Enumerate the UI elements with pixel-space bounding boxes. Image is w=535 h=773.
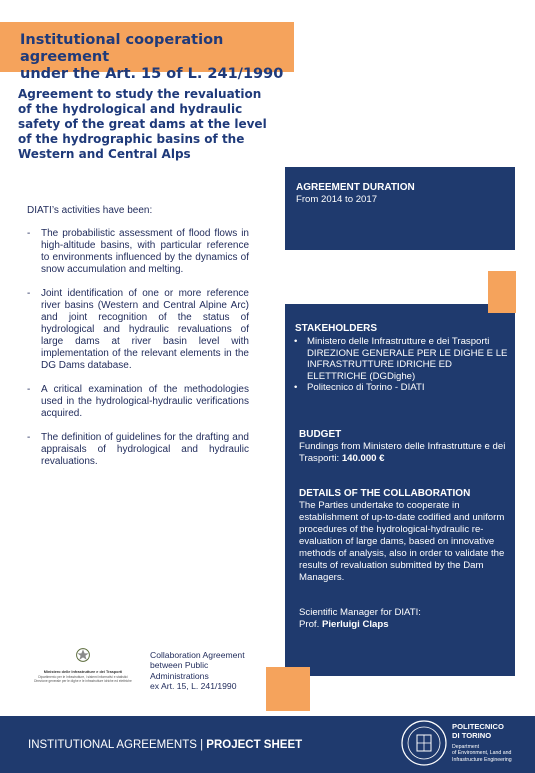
activity-item: - A critical examination of the methodologies used in the hydrological-hydraulic verifications acquired. — [27, 384, 249, 420]
stakeholder-item: • Ministero delle Infrastrutture e dei Trasporti DIREZIONE GENERALE PER LE DIGHE E LE INFRASTRUTTURE IDRICHE ED ELETTRICHE (DGDighe) — [293, 336, 511, 382]
orange-accent-square — [266, 667, 310, 711]
budget-amount: 140.000 € — [341, 453, 385, 464]
polito-name — [452, 722, 504, 740]
details-heading: DETAILS OF THE COLLABORATION — [299, 488, 471, 499]
dept-line: Department — [452, 744, 480, 750]
activities-intro: DIATI’s activities have been: — [27, 205, 153, 216]
dept-line: Infrastructure Engineering — [452, 756, 512, 763]
footer-label-text: INSTITUTIONAL AGREEMENTS | — [28, 739, 207, 751]
manager-name: Pierluigi Claps — [321, 619, 389, 630]
activity-item: - Joint identification of one or more reference river basins (Western and Central Alpine Arc) and joint recognition of the status of hydrological and hydraulic revaluations of large dams at river basin level with implementation of the relevant elements in the DG Dams database. — [27, 288, 249, 372]
activity-item: - The probabilistic assessment of flood flows in high-altitude basins, with particular reference to environments influenced by the dynamics of snow accumulation and melting. — [27, 228, 249, 276]
budget-description: Fundings from Ministero delle Infrastrutture e dei Trasporti: — [299, 441, 506, 464]
polito-name-line: POLITECNICO — [452, 722, 504, 731]
collab-note-line: ex Art. 15, L. 241/1990 — [150, 681, 237, 692]
budget-heading: BUDGET — [299, 429, 342, 440]
ministry-logo — [28, 647, 138, 683]
activities-list — [27, 228, 249, 480]
stakeholders-list — [293, 336, 511, 394]
duration-panel — [285, 167, 515, 250]
polito-name-line: DI TORINO — [452, 731, 492, 740]
ministry-dept: Dipartimento per le Infrastrutture, i sistemi informativi e statistici — [38, 675, 128, 679]
polito-seal-icon — [400, 719, 448, 767]
ministry-name: Ministero delle Infrastrutture e dei Trasporti — [43, 670, 123, 674]
collaboration-note — [150, 650, 260, 692]
duration-text: From 2014 to 2017 — [296, 194, 378, 205]
manager-prefix: Prof. — [299, 619, 322, 630]
title-banner — [0, 22, 294, 82]
dept-line: of Environment, Land and — [452, 750, 512, 757]
stakeholder-item: • Politecnico di Torino - DIATI — [293, 382, 511, 394]
scientific-manager-name-line — [299, 619, 511, 631]
polito-department — [452, 744, 512, 763]
stakeholders-heading: STAKEHOLDERS — [295, 323, 378, 334]
title-line-2: under the Art. 15 of L. 241/1990 — [20, 66, 284, 82]
collab-note-line: Collaboration Agreement — [150, 650, 245, 660]
scientific-manager — [299, 607, 511, 631]
scientific-manager-label: Scientific Manager for DIATI: — [299, 607, 421, 618]
project-subtitle: Agreement to study the revaluation of the hydrological and hydraulic safety of the great dams at the level of the hydrographic basins of the Western and Central Alps — [18, 87, 267, 161]
title-line-1: Institutional cooperation agreement — [20, 32, 224, 65]
details-text: The Parties undertake to cooperate in establishment of up-to-date codified and uniform procedures of the hydrological-hydraulic re-evaluation of large dams, based on innovative methods of analysis, also in order to validate the results of revaluation submitted by the Dam Managers. — [299, 500, 505, 583]
collab-note-line: Administrations — [150, 670, 209, 681]
duration-heading: AGREEMENT DURATION — [296, 182, 415, 193]
collab-note-line: between Public — [150, 660, 209, 671]
activity-item: - The definition of guidelines for the drafting and appraisals of hydrological and hydraulic revaluations. — [27, 432, 249, 468]
budget-text — [299, 441, 511, 465]
footer-label — [28, 739, 302, 751]
footer-label-bold: PROJECT SHEET — [206, 739, 303, 751]
orange-accent-square — [488, 271, 516, 313]
ministry-direction: Direzione generale per le dighe e le infrastrutture idriche ed elettriche — [34, 679, 132, 683]
italian-emblem-icon — [75, 647, 91, 663]
